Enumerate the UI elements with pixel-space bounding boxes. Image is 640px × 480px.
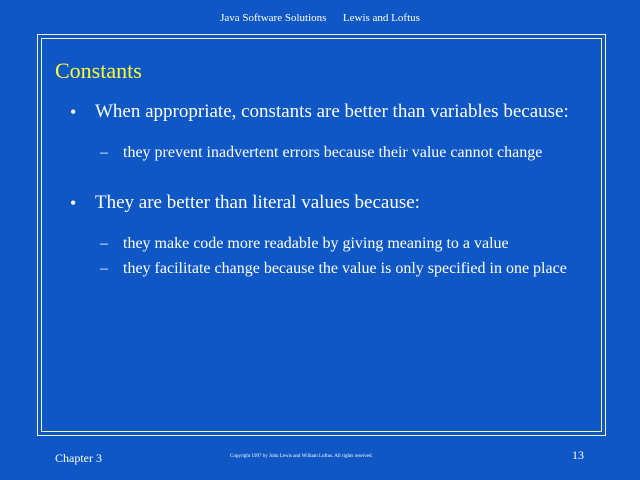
sub-bullet-list [83,233,570,279]
bullet-dot-icon: • [70,193,77,213]
sub-bullet-item [83,258,570,279]
footer-copyright: Copyright 1997 by John Lewis and William Loftus. All rights reserved. [230,454,373,459]
bullet-item [70,191,570,215]
sub-bullet-item [83,142,570,163]
slide-header [0,12,640,24]
slide-title: Constants [55,58,142,83]
bullet-dot-icon: • [70,102,77,122]
sub-bullet-item [83,233,570,254]
bullet-text: They are better than literal values because: [95,192,420,213]
header-authors: Lewis and Loftus [342,12,420,24]
sub-bullet-text: they prevent inadvertent errors because their value cannot change [123,144,543,161]
footer-page-number: 13 [572,448,584,462]
sub-bullet-text: they facilitate change because the value is only specified in one place [123,260,567,277]
dash-icon: – [100,260,108,277]
footer-chapter: Chapter 3 [55,451,102,465]
dash-icon: – [100,235,108,252]
header-book-title: Java Software Solutions [220,12,327,24]
bullet-item [70,100,570,124]
dash-icon: – [100,144,108,161]
sub-bullet-text: they make code more readable by giving meaning to a value [123,235,509,252]
bullet-list [70,100,570,279]
bullet-text: When appropriate, constants are better than variables because: [95,101,569,122]
sub-bullet-list [83,142,570,163]
